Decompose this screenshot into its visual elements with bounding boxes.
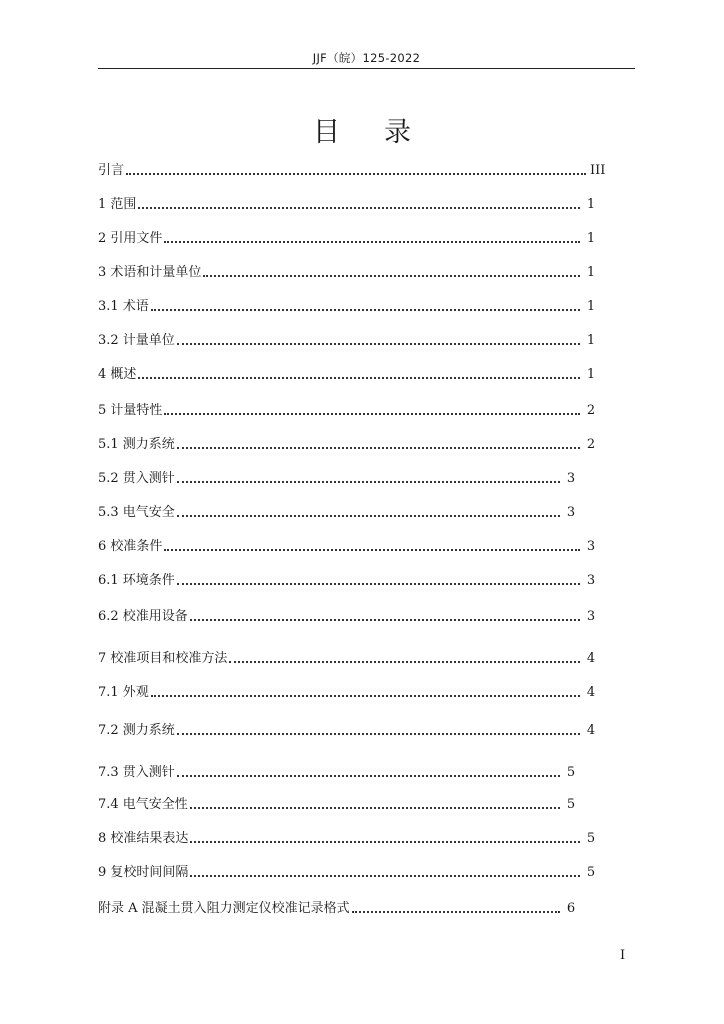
toc-entry-label: 4 概述 bbox=[98, 367, 137, 382]
toc-entry-label: 2 引用文件 bbox=[98, 231, 163, 246]
toc-entry[interactable] bbox=[98, 760, 578, 780]
toc-entry-page: 1 bbox=[586, 197, 596, 212]
toc-dot-leader bbox=[138, 197, 580, 209]
toc-entry-label: 5.2 贯入测针 bbox=[98, 471, 175, 486]
toc-dot-leader bbox=[203, 265, 580, 277]
toc-entry-page: 3 bbox=[586, 573, 596, 588]
toc-entry-page: 5 bbox=[586, 865, 596, 880]
toc-dot-leader bbox=[190, 831, 580, 843]
toc-entry[interactable] bbox=[98, 432, 598, 452]
toc-entry-page: 2 bbox=[586, 403, 596, 418]
toc-dot-leader bbox=[190, 865, 580, 877]
toc-entry[interactable] bbox=[98, 398, 598, 418]
toc-entry-label: 引言 bbox=[98, 163, 125, 178]
toc-dot-leader bbox=[164, 231, 580, 243]
toc-entry-page: 2 bbox=[586, 437, 596, 452]
toc-dot-leader bbox=[164, 539, 580, 551]
toc-entry-page: 6 bbox=[566, 901, 576, 916]
toc-dot-leader bbox=[352, 901, 560, 913]
toc-entry-page: 1 bbox=[586, 367, 596, 382]
toc-entry-label: 7.2 测力系统 bbox=[98, 723, 175, 738]
toc-entry[interactable] bbox=[98, 158, 604, 178]
toc-entry[interactable] bbox=[98, 466, 578, 486]
toc-entry[interactable] bbox=[98, 680, 598, 700]
toc-title: 目录 bbox=[313, 117, 455, 148]
toc-entry-label: 1 范围 bbox=[98, 197, 137, 212]
toc-entry-label: 7.4 电气安全性 bbox=[98, 797, 188, 812]
toc-entry-label: 附录 A 混凝土贯入阻力测定仪校准记录格式 bbox=[98, 901, 350, 916]
toc-entry[interactable] bbox=[98, 896, 578, 916]
header-divider bbox=[98, 68, 635, 69]
toc-entry-page: III bbox=[590, 163, 606, 178]
toc-entry-label: 3.1 术语 bbox=[98, 299, 149, 314]
toc-entry[interactable] bbox=[98, 226, 598, 246]
toc-entry-label: 6.1 环境条件 bbox=[98, 573, 175, 588]
toc-dot-leader bbox=[177, 333, 580, 345]
toc-entry[interactable] bbox=[98, 718, 598, 738]
page-number: I bbox=[620, 948, 626, 963]
toc-entry-label: 6.2 校准用设备 bbox=[98, 609, 188, 624]
toc-entry-label: 5 计量特性 bbox=[98, 403, 163, 418]
toc-entry-page: 3 bbox=[566, 471, 576, 486]
toc-entry[interactable] bbox=[98, 500, 578, 520]
toc-entry-page: 1 bbox=[586, 299, 596, 314]
toc-entry-label: 9 复校时间间隔 bbox=[98, 865, 189, 880]
toc-entry[interactable] bbox=[98, 792, 578, 812]
toc-dot-leader bbox=[126, 163, 586, 175]
toc-entry-label: 7.1 外观 bbox=[98, 685, 149, 700]
toc-entry[interactable] bbox=[98, 260, 598, 280]
toc-entry[interactable] bbox=[98, 646, 598, 666]
toc-entry[interactable] bbox=[98, 860, 598, 880]
toc-dot-leader bbox=[177, 573, 580, 585]
toc-entry-label: 6 校准条件 bbox=[98, 539, 163, 554]
toc-dot-leader bbox=[229, 651, 580, 663]
toc-entry-page: 4 bbox=[586, 723, 596, 738]
toc-entry[interactable] bbox=[98, 568, 598, 588]
toc-entry-label: 3.2 计量单位 bbox=[98, 333, 175, 348]
toc-dot-leader bbox=[190, 797, 560, 809]
toc-dot-leader bbox=[177, 765, 560, 777]
toc-dot-leader bbox=[177, 471, 560, 483]
toc-entry-page: 4 bbox=[586, 685, 596, 700]
toc-entry-page: 5 bbox=[566, 765, 576, 780]
toc-entry-label: 7.3 贯入测针 bbox=[98, 765, 175, 780]
toc-dot-leader bbox=[151, 685, 580, 697]
toc-entry[interactable] bbox=[98, 362, 598, 382]
toc-dot-leader bbox=[164, 403, 580, 415]
toc-entry[interactable] bbox=[98, 534, 598, 554]
toc-entry-label: 8 校准结果表达 bbox=[98, 831, 189, 846]
toc-entry-page: 4 bbox=[586, 651, 596, 666]
toc-dot-leader bbox=[138, 367, 580, 379]
toc-entry[interactable] bbox=[98, 192, 598, 212]
toc-entry-label: 7 校准项目和校准方法 bbox=[98, 651, 228, 666]
toc-entry[interactable] bbox=[98, 294, 598, 314]
toc-dot-leader bbox=[151, 299, 580, 311]
toc-entry[interactable] bbox=[98, 604, 598, 624]
toc-entry-page: 3 bbox=[586, 609, 596, 624]
toc-entry-page: 1 bbox=[586, 333, 596, 348]
toc-dot-leader bbox=[190, 609, 580, 621]
document-code-header: JJF（皖）125-2022 bbox=[312, 51, 421, 65]
toc-entry[interactable] bbox=[98, 328, 598, 348]
toc-entry-page: 3 bbox=[566, 505, 576, 520]
toc-entry[interactable] bbox=[98, 826, 598, 846]
toc-dot-leader bbox=[177, 437, 580, 449]
toc-entry-page: 5 bbox=[566, 797, 576, 812]
toc-dot-leader bbox=[177, 723, 580, 735]
toc-entry-page: 1 bbox=[586, 231, 596, 246]
toc-entry-label: 5.3 电气安全 bbox=[98, 505, 175, 520]
toc-entry-page: 3 bbox=[586, 539, 596, 554]
toc-dot-leader bbox=[177, 505, 560, 517]
toc-entry-label: 5.1 测力系统 bbox=[98, 437, 175, 452]
toc-entry-label: 3 术语和计量单位 bbox=[98, 265, 202, 280]
toc-entry-page: 5 bbox=[586, 831, 596, 846]
toc-entry-page: 1 bbox=[586, 265, 596, 280]
